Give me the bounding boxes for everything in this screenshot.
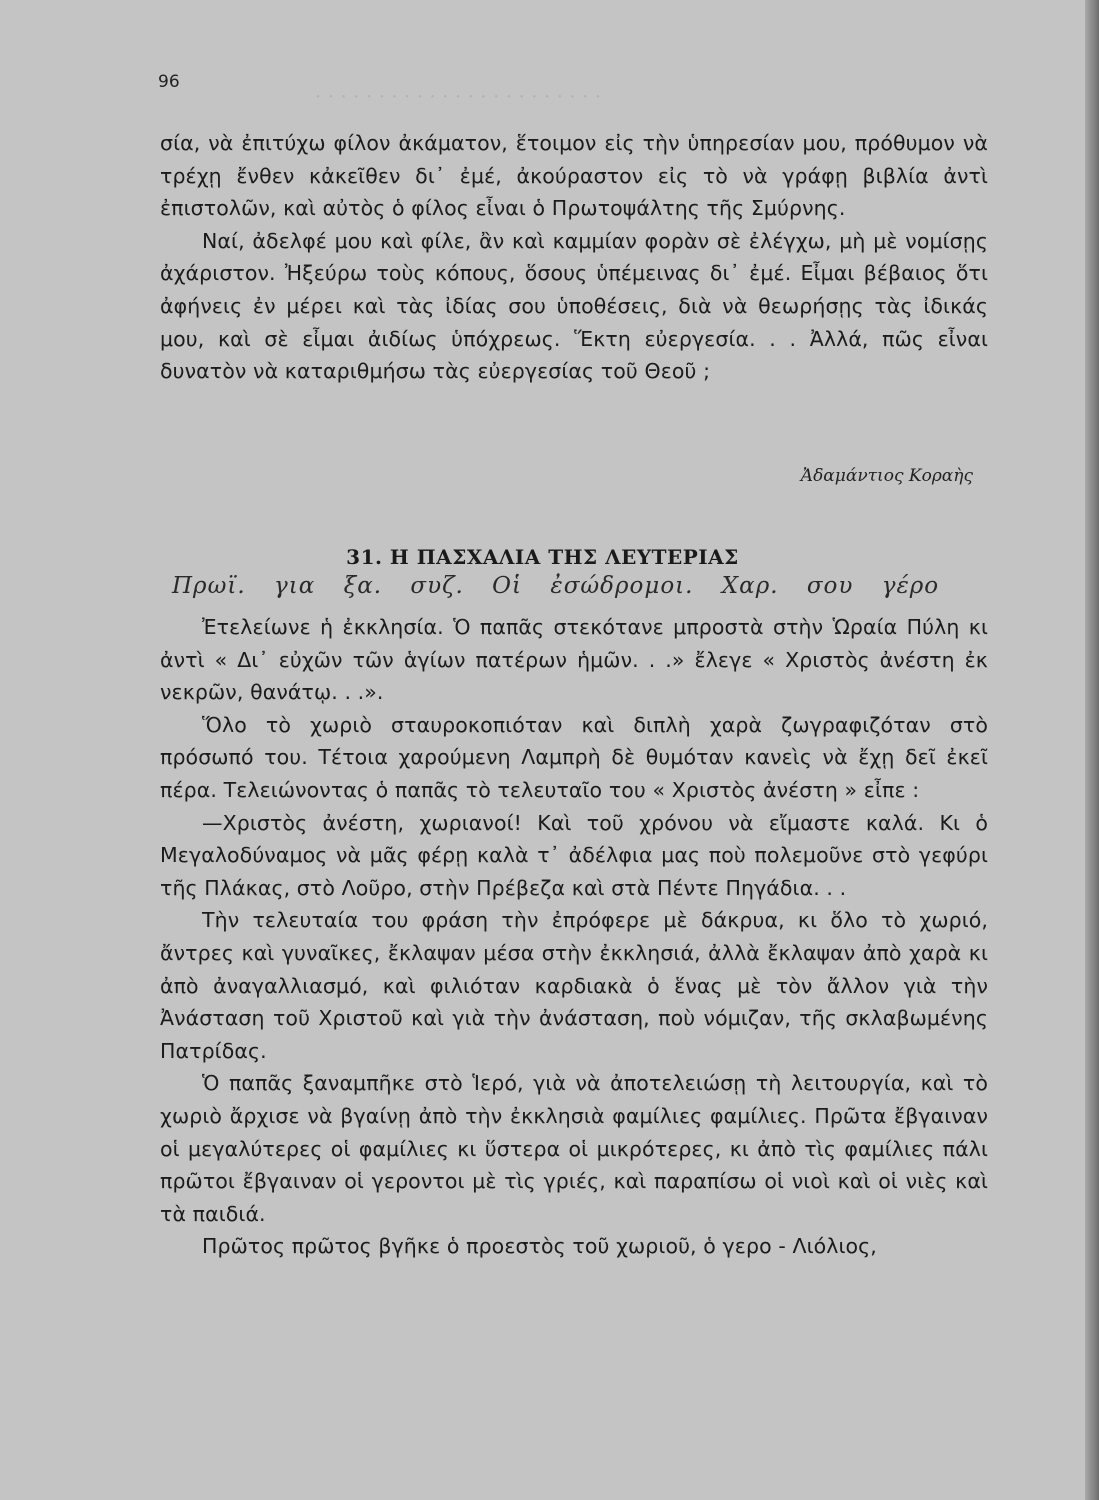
paragraph: Ναί, ἀδελφέ μου καὶ φίλε, ἂν καὶ καμμίαν φορὰν σὲ ἐλέγχω, μὴ μὲ νομίσῃς ἀχάριστον. Ἠξεύρω τοὺς κόπους, ὅσους ὑπέμεινας δι᾿ ἐμέ. Εἶμαι βέβαιος ὅτι ἀφήνεις ἐν μέρει καὶ τὰς ἰδίας σου ὑποθέσεις, διὰ νὰ θεωρήσῃς τὰς ἰδικάς μου, καὶ σὲ εἶμαι ἀιδίως ὑπόχρεως. Ἕκτη εὐεργεσία. . . Ἀλλά, πῶς εἶναι δυνατὸν νὰ καταριθμήσω τὰς εὐεργεσίας τοῦ Θεοῦ ; <box>160 228 988 384</box>
section-heading: 31. Η ΠΑΣΧΑΛΙΑ ΤΗΣ ΛΕΥΤΕΡΙΑΣ <box>346 545 739 569</box>
paragraph: Ὅλο τὸ χωριὸ σταυροκοπιόταν καὶ διπλὴ χαρὰ ζωγραφιζόταν στὸ πρόσωπό του. Τέτοια χαρούμενη Λαμπρὴ δὲ θυμόταν κανεὶς νὰ ἔχῃ δεῖ ἐκεῖ πέρα. Τελειώνοντας ὁ παπᾶς τὸ τελευταῖο του « Χριστὸς ἀνέστη » εἶπε : <box>160 712 988 802</box>
author-signature: Ἀδαμάντιος Κοραὴς <box>800 466 973 486</box>
page-edge-shadow <box>1085 0 1099 1500</box>
show-through-text: · · · · · · · · · · · · · · · · · · · · · · · <box>315 84 602 108</box>
text-block-continued <box>160 127 988 388</box>
paragraph: —Χριστὸς ἀνέστη, χωριανοί! Καὶ τοῦ χρόνου νὰ εἴμαστε καλά. Κι ὁ Μεγαλοδύναμος νὰ μᾶς φέρῃ καλὰ τ᾿ ἀδέλφια μας ποὺ πολεμοῦνε στὸ γεφύρι τῆς Πλάκας, στὸ Λοῦρο, στὴν Πρέβεζα καὶ στὰ Πέντε Πηγάδια. . . <box>160 810 988 900</box>
paragraph: Ὁ παπᾶς ξαναμπῆκε στὸ Ἱερό, γιὰ νὰ ἀποτελειώσῃ τὴ λειτουργία, καὶ τὸ χωριὸ ἄρχισε νὰ βγαίνῃ ἀπὸ τὴν ἐκκλησιὰ φαμίλιες φαμίλιες. Πρῶτα ἔβγαιναν οἱ μεγαλύτερες οἱ φαμίλιες κι ὕστερα οἱ μικρότερες, κι ἀπὸ τὶς φαμίλιες πάλι πρῶτοι ἔβγαιναν οἱ γεροντοι μὲ τὶς γριές, καὶ παραπίσω οἱ νιοὶ καὶ οἱ νιὲς καὶ τὰ παιδιά. <box>160 1071 988 1226</box>
page-number: 96 <box>158 72 180 92</box>
paragraph: Τὴν τελευταία του φράση τὴν ἐπρόφερε μὲ δάκρυα, κι ὅλο τὸ χωριό, ἄντρες καὶ γυναῖκες, ἔκλαψαν μέσα στὴν ἐκκλησιά, ἀλλὰ ἔκλαψαν ἀπὸ χαρὰ κι ἀπὸ ἀναγαλλιασμό, καὶ φιλιόταν καρδιακὰ ὁ ἕνας μὲ τὸν ἄλλον γιὰ τὴν Ἀνάσταση τοῦ Χριστοῦ καὶ γιὰ τὴν ἀνάσταση, ποὺ νόμιζαν, τῆς σκλαβωμένης Πατρίδας. <box>160 908 988 1063</box>
handwritten-note: Πρωϊ. για ξα. συζ. Οἱ ἐσώδρομοι. Χαρ. σου γέρο <box>172 573 940 599</box>
paragraph: Ἐτελείωνε ἡ ἐκκλησία. Ὁ παπᾶς στεκότανε μπροστὰ στὴν Ὡραία Πύλη κι ἀντὶ « Δι᾿ εὐχῶν τῶν ἁγίων πατέρων ἡμῶν. . .» ἔλεγε « Χριστὸς ἀνέστη ἐκ νεκρῶν, θανάτῳ. . .». <box>160 615 988 705</box>
paragraph: Πρῶτος πρῶτος βγῆκε ὁ προεστὸς τοῦ χωριοῦ, ὁ γερο - Λιόλιος, <box>202 1234 877 1259</box>
text-block-section <box>160 611 988 1263</box>
paragraph: σία, νὰ ἐπιτύχω φίλον ἀκάματον, ἕτοιμον εἰς τὴν ὑπηρεσίαν μου, πρόθυμον νὰ τρέχῃ ἔνθεν κἀκεῖθεν δι᾿ ἐμέ, ἀκούραστον εἰς τὸ νὰ γράφῃ βιβλία ἀντὶ ἐπιστολῶν, καὶ αὐτὸς ὁ φίλος εἶναι ὁ Πρωτοψάλτης τῆς Σμύρνης. <box>160 131 988 221</box>
